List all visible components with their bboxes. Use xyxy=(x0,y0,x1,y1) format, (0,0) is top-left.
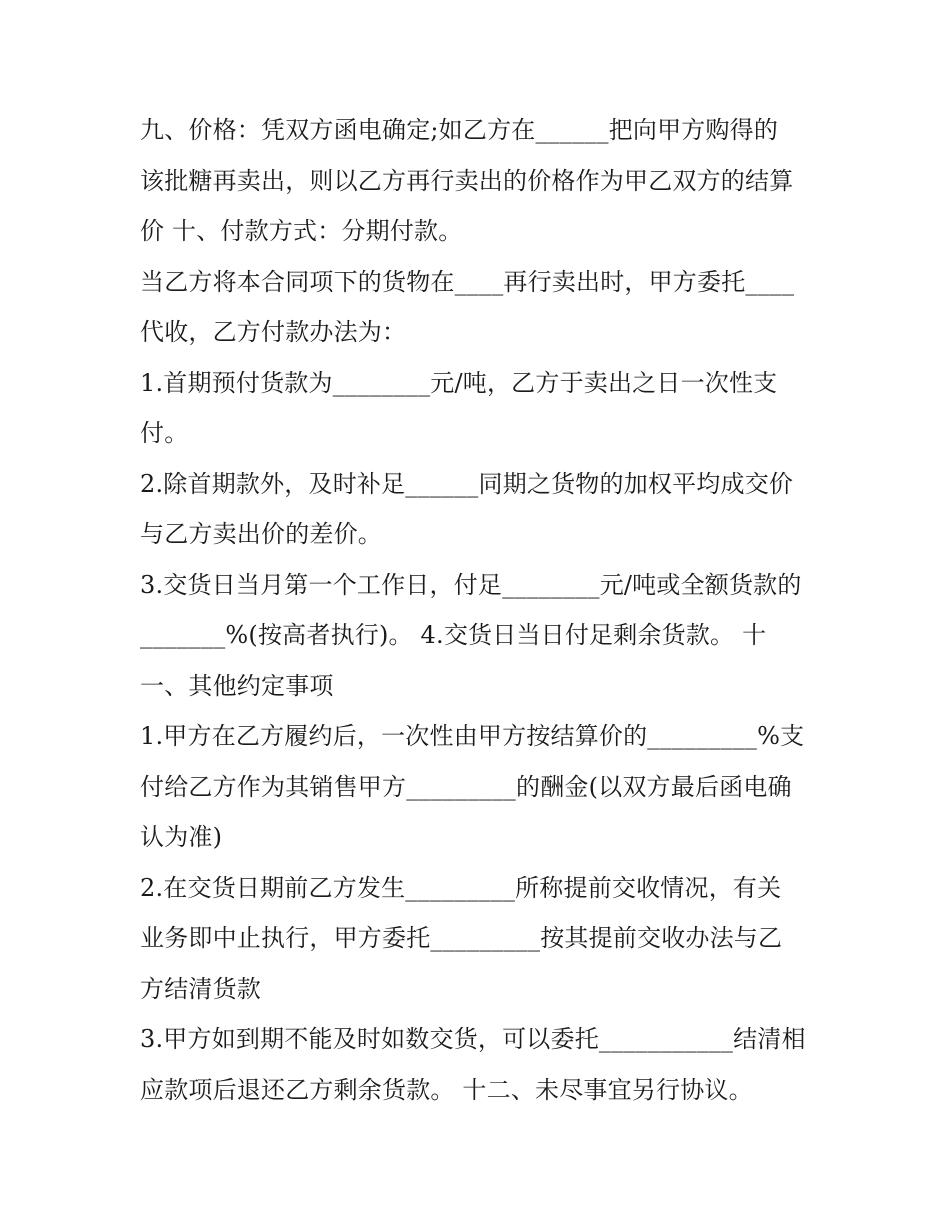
text-line: 该批糖再卖出，则以乙方再行卖出的价格作为甲乙双方的结算 xyxy=(140,166,794,195)
text-line: 业务即中止执行，甲方委托_________按其提前交收办法与乙 xyxy=(140,924,783,952)
text-line: 一、其他约定事项 xyxy=(140,671,334,700)
text-line: 3.甲方如到期不能及时如数交货，可以委托___________结清相 xyxy=(140,1025,806,1053)
text-line: 当乙方将本合同项下的货物在____再行卖出时，甲方委托____ xyxy=(140,267,795,296)
text-line: 代收，乙方付款办法为： xyxy=(140,318,407,346)
text-line: 价 十、付款方式：分期付款。 xyxy=(140,217,463,245)
text-line: 九、价格：凭双方函电确定;如乙方在______把向甲方购得的 xyxy=(140,116,779,144)
text-line: 2.除首期款外，及时补足______同期之货物的加权平均成交价 xyxy=(140,469,794,498)
text-line: 方结清货款 xyxy=(140,974,261,1003)
text-line: 2.在交货日期前乙方发生_________所称提前交收情况，有关 xyxy=(140,873,782,902)
text-line: 1.首期预付货款为________元/吨，乙方于卖出之日一次性支 xyxy=(140,368,778,397)
text-line: 认为准) xyxy=(140,823,223,851)
contract-text xyxy=(140,105,815,1115)
text-line: 应款项后退还乙方剩余货款。 十二、未尽事宜另行协议。 xyxy=(140,1075,753,1104)
text-line: 付。 xyxy=(140,419,189,447)
text-line: 付给乙方作为其销售甲方_________的酬金(以双方最后函电确 xyxy=(140,772,792,801)
text-line: 3.交货日当月第一个工作日，付足________元/吨或全额货款的 xyxy=(140,570,802,599)
text-line: _______%(按高者执行)。 4.交货日当日付足剩余货款。 十 xyxy=(140,621,767,649)
text-line: 1.甲方在乙方履约后，一次性由甲方按结算价的_________%支 xyxy=(140,722,805,750)
text-line: 与乙方卖出价的差价。 xyxy=(140,520,382,548)
